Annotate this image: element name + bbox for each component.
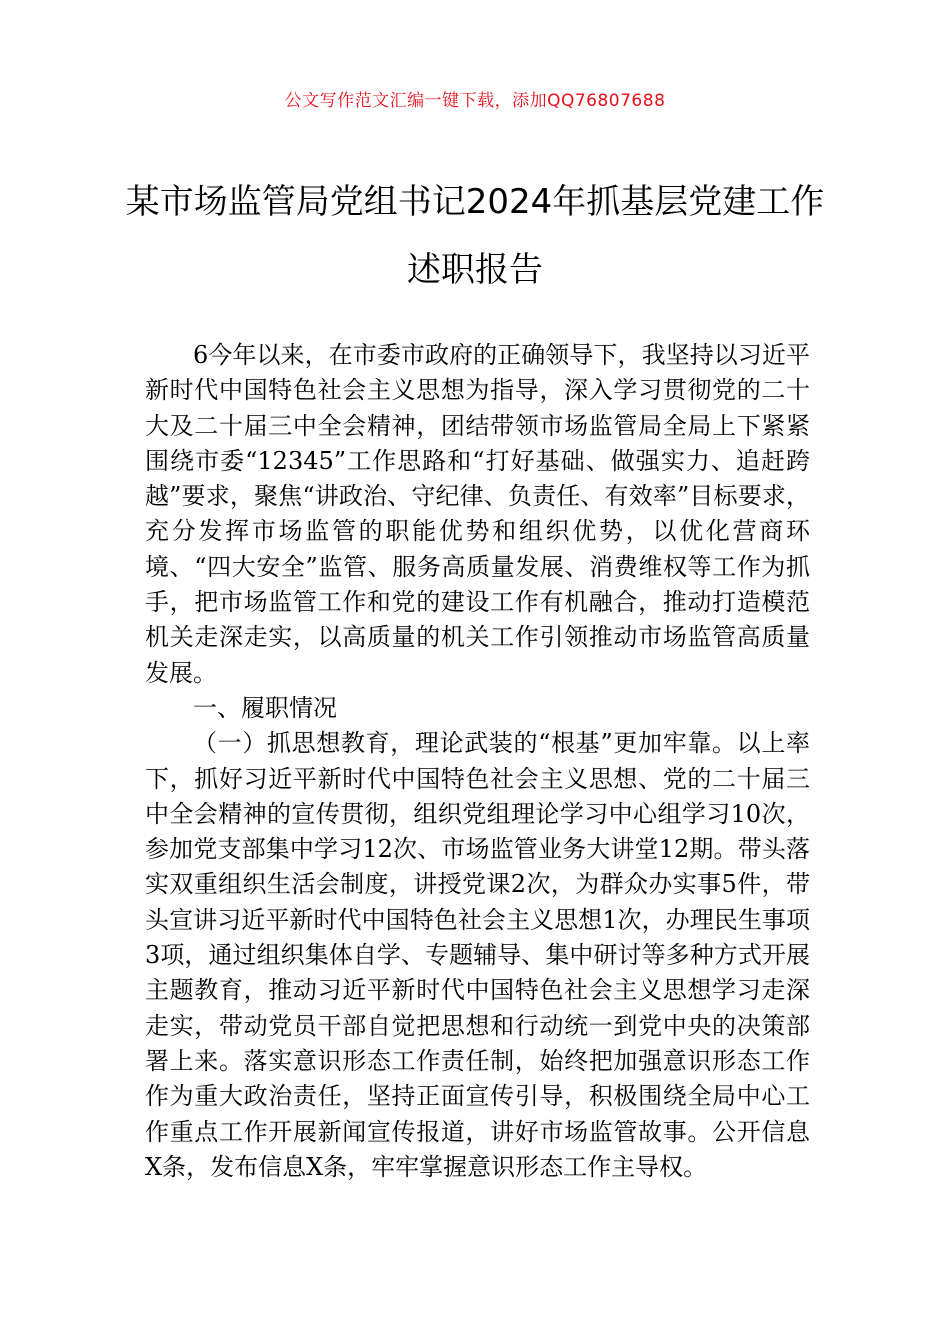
subsection-paragraph: （一）抓思想教育，理论武装的“根基”更加牢靠。以上率下，抓好习近平新时代中国特色社会主义思想、党的二十届三中全会精神的宣传贯彻，组织党组理论学习中心组学习10次，参加党支部集中学习12次、市场监管业务大讲堂12期。带头落实双重组织生活会制度，讲授党课2次，为群众办实事5件，带头宣讲习近平新时代中国特色社会主义思想1次，办理民生事项3项，通过组织集体自学、专题辅导、集中研讨等多种方式开展主题教育，推动习近平新时代中国特色社会主义思想学习走深走实，带动党员干部自觉把思想和行动统一到党中央的决策部署上来。落实意识形态工作责任制，始终把加强意识形态工作作为重大政治责任，坚持正面宣传引导，积极围绕全局中心工作重点工作开展新闻宣传报道，讲好市场监管故事。公开信息X条，发布信息X条，牢牢掌握意识形态工作主导权。 xyxy=(145,729,810,1181)
intro-paragraph: 6今年以来，在市委市政府的正确领导下，我坚持以习近平新时代中国特色社会主义思想为指导，深入学习贯彻党的二十大及二十届三中全会精神，团结带领市场监管局全局上下紧紧围绕市委“12345”工作思路和“打好基础、做强实力、追赶跨越”要求，聚焦“讲政治、守纪律、负责任、有效率”目标要求，充分发挥市场监管的职能优势和组织优势，以优化营商环境、“四大安全”监管、服务高质量发展、消费维权等工作为抓手，把市场监管工作和党的建设工作有机融合，推动打造模范机关走深走实，以高质量的机关工作引领推动市场监管高质量发展。 xyxy=(145,341,810,687)
section-heading: 一、履职情况 xyxy=(193,693,337,722)
download-banner: 公文写作范文汇编一键下载，添加QQ76807688 xyxy=(284,91,666,111)
document-title: 某市场监管局党组书记2024年抓基层党建工作述职报告 xyxy=(125,182,825,290)
document-body xyxy=(145,338,810,1185)
